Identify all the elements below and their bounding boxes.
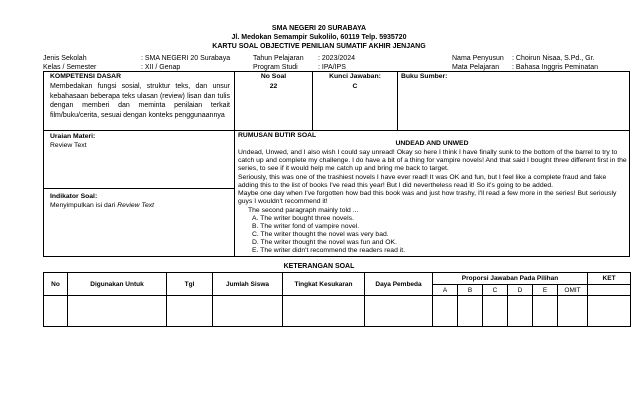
ket-subcell	[588, 285, 631, 296]
kompetensi-dasar-cell	[43, 71, 235, 131]
empty-cell	[588, 296, 631, 327]
document-title: KARTU SOAL OBJECTIVE PENILIAN SUMATIF AKHIR JENJANG	[212, 43, 426, 50]
header-jumlah-siswa: Jumlah Siswa	[213, 273, 283, 296]
tahun-pelajaran-label: Tahun Pelajaran	[253, 55, 304, 62]
empty-cell	[458, 296, 483, 327]
header-digunakan-untuk: Digunakan Untuk	[68, 273, 167, 296]
program-studi-label: Program Studi	[253, 64, 298, 71]
no-soal-cell	[234, 71, 313, 131]
jenis-sekolah-value: : SMA NEGERI 20 Surabaya	[141, 55, 231, 62]
indikator-soal-label: Indikator Soal:	[50, 193, 98, 200]
kompetensi-dasar-text: Membedakan fungsi sosial, struktur teks, dan unsur kebahasaan beberapa teks ulasan (review) lisan dan tulis dengan memberi dan meminta penilaian terkait film/buku/cerita, sesuai dengan konteks penggunaannya	[50, 83, 230, 119]
option-b: B. The writer fond of vampire novel.	[252, 223, 360, 230]
choice-omit: OMIT	[558, 285, 588, 296]
header-tgl: Tgl	[167, 273, 213, 296]
choice-a: A	[433, 285, 458, 296]
mata-pelajaran-value: : Bahasa Inggris Peminatan	[512, 64, 598, 71]
empty-cell	[433, 296, 458, 327]
buku-sumber-label: Buku Sumber:	[401, 73, 448, 80]
option-c: C. The writer thought the novel was very bad.	[252, 231, 389, 238]
kompetensi-dasar-label: KOMPETENSI DASAR	[50, 73, 121, 80]
indikator-soal-text	[50, 202, 154, 210]
empty-cell	[533, 296, 558, 327]
option-a: A. The writer bought three novels.	[252, 215, 354, 222]
header-ket: KET	[588, 273, 631, 285]
no-soal-value: 22	[269, 83, 278, 90]
kunci-jawaban-label: Kunci Jawaban:	[329, 73, 381, 80]
kunci-jawaban-cell	[312, 71, 398, 131]
school-address: Jl. Medokan Semampir Sukolilo, 60119 Telp. 5935720	[231, 34, 407, 41]
story-paragraph-1: Undead, Unwed, and I also wish I could say unread! Okay so here I think I have finally sunk to the bottom of the barrel to try to catch up and complete my challenge. I do have a bit of a thing for vampire novels! And that said I bought three different first in the series, to see if it would help me catch up and bring me back to target.	[238, 149, 627, 172]
empty-cell	[558, 296, 588, 327]
choice-b: B	[458, 285, 483, 296]
jenis-sekolah-label: Jenis Sekolah	[43, 55, 87, 62]
option-d: D. The writer thought the novel was fun and OK.	[252, 239, 397, 246]
empty-cell	[508, 296, 533, 327]
indikator-soal-value: Review Text	[117, 202, 155, 209]
story-title: UNDEAD AND UNWED	[395, 140, 469, 147]
header-tingkat-kesukaran: Tingkat Kesukaran	[283, 273, 365, 296]
empty-cell	[68, 296, 167, 327]
choice-c: C	[483, 285, 508, 296]
no-soal-label: No Soal	[260, 73, 287, 80]
nama-penyusun-value: : Choirun Nisaa, S.Pd., Gr.	[512, 55, 595, 62]
empty-cell	[213, 296, 283, 327]
indikator-soal-prefix: Menyimpulkan isi dari	[50, 202, 118, 209]
empty-cell	[283, 296, 365, 327]
tahun-pelajaran-value: : 2023/2024	[318, 55, 355, 62]
empty-cell	[44, 296, 68, 327]
story-paragraph-2: Seriously, this was one of the trashiest novels I have ever read! It was OK and fun, but I feel like a complete fraud and fake adding this to the list of books I've read this year! But I did nevertheless read it! So it's going to be added.	[238, 174, 607, 189]
indikator-soal-cell	[43, 188, 235, 257]
kunci-jawaban-value: C	[352, 83, 358, 90]
choice-d: D	[508, 285, 533, 296]
header-daya-pembeda: Daya Pembeda	[365, 273, 433, 296]
header-no: No	[44, 273, 68, 296]
rumusan-butir-soal-cell	[234, 130, 630, 257]
uraian-materi-cell	[43, 130, 235, 189]
rumusan-butir-soal-label: RUMUSAN BUTIR SOAL	[238, 132, 317, 139]
table-row	[44, 296, 631, 327]
story-paragraph-3: Maybe one day when I've forgotten how bad this book was and just how trashy, I'll read a few more in the series! But seriously guys I wouldn't recommend it!	[238, 190, 617, 205]
kelas-semester-label: Kelas / Semester	[43, 64, 97, 71]
school-name: SMA NEGERI 20 SURABAYA	[271, 25, 367, 32]
uraian-materi-value: Review Text	[50, 142, 87, 149]
empty-cell	[167, 296, 213, 327]
nama-penyusun-label: Nama Penyusun	[452, 55, 504, 62]
question-text: The second paragraph mainly told ...	[248, 207, 359, 214]
keterangan-soal-table	[43, 272, 631, 327]
header-proporsi: Proporsi Jawaban Pada Pilihan	[433, 273, 588, 285]
program-studi-value: : IPA/IPS	[318, 64, 346, 71]
empty-cell	[365, 296, 433, 327]
keterangan-soal-title: KETERANGAN SOAL	[283, 263, 355, 270]
buku-sumber-cell	[397, 71, 630, 131]
uraian-materi-label: Uraian Materi:	[50, 133, 96, 140]
choice-e: E	[533, 285, 558, 296]
empty-cell	[483, 296, 508, 327]
mata-pelajaran-label: Mata Pelajaran	[452, 64, 500, 71]
option-e: E. The writer didn't recommend the readers read it.	[252, 247, 406, 254]
kelas-semester-value: : XII / Genap	[141, 64, 181, 71]
